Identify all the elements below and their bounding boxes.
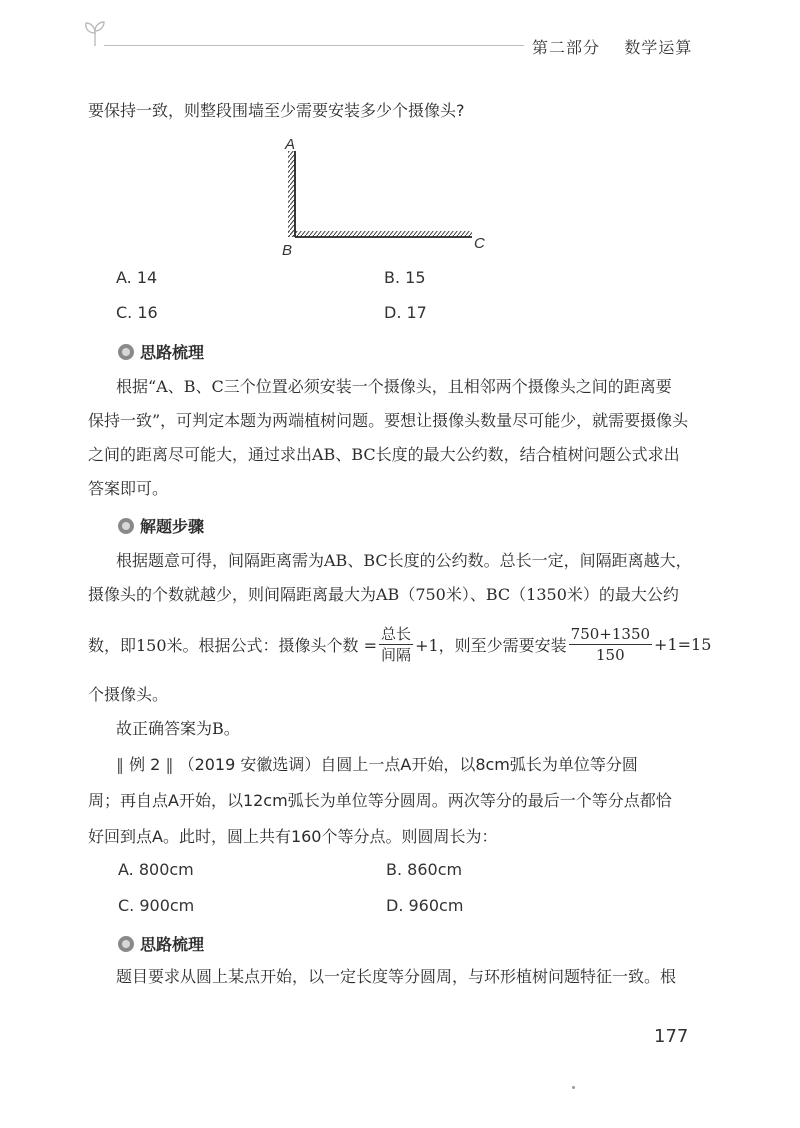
page-header bbox=[532, 35, 692, 58]
paragraph-line: 摄像头的个数就越少，则间隔距离最大为AB（750米）、BC（1350米）的最大公约 bbox=[88, 585, 679, 604]
option-a: A. 14 bbox=[116, 268, 158, 287]
wall-figure bbox=[270, 135, 500, 260]
paragraph-line: 保持一致”，可判定本题为两端植树问题。要想让摄像头数量尽可能少，就需要摄像头 bbox=[88, 411, 689, 430]
example-text-line: 好回到点A。此时，圆上共有160个等分点。则圆周长为： bbox=[88, 827, 498, 846]
leaf-icon bbox=[82, 20, 108, 48]
example-label: 例 2 bbox=[129, 755, 161, 774]
option-d: D. 17 bbox=[384, 303, 427, 322]
section-heading-thinking bbox=[118, 932, 204, 955]
fraction-length-over-gap bbox=[569, 624, 652, 665]
label-a: A bbox=[285, 136, 296, 153]
section-bullet-icon bbox=[118, 518, 134, 534]
fraction-numerator: 总长 bbox=[381, 625, 412, 643]
paragraph-line: 题目要求从圆上某点开始，以一定长度等分圆周，与环形植树问题特征一致。根 bbox=[116, 967, 677, 986]
section-title: 解题步骤 bbox=[140, 517, 205, 536]
section-heading-thinking bbox=[118, 340, 204, 363]
formula-mid: +1，则至少需要安装 bbox=[415, 636, 567, 655]
fraction-total-over-interval bbox=[379, 624, 413, 665]
fraction-denominator: 间隔 bbox=[381, 646, 412, 664]
option-c: C. 16 bbox=[116, 303, 158, 322]
option-c: C. 900cm bbox=[118, 896, 195, 915]
paragraph-line: 个摄像头。 bbox=[88, 685, 169, 704]
header-section: 第二部分 bbox=[532, 38, 601, 57]
formula-line bbox=[88, 624, 711, 665]
option-d: D. 960cm bbox=[386, 896, 464, 915]
section-title: 思路梳理 bbox=[140, 935, 205, 954]
label-c: C bbox=[474, 235, 485, 252]
section-heading-steps bbox=[118, 514, 204, 537]
paragraph-line: 答案即可。 bbox=[88, 479, 169, 498]
answer-line: 故正确答案为B。 bbox=[116, 719, 240, 738]
paragraph-line: 根据题意可得，间隔距离需为AB、BC长度的公约数。总长一定，间隔距离越大， bbox=[116, 551, 692, 570]
example-mark-close: ‖ bbox=[165, 755, 174, 774]
section-bullet-icon bbox=[118, 936, 134, 952]
fraction-denominator: 150 bbox=[596, 646, 625, 664]
option-a: A. 800cm bbox=[118, 860, 194, 879]
header-subject: 数学运算 bbox=[624, 38, 693, 57]
formula-prefix: 数，即150米。根据公式：摄像头个数 = bbox=[88, 636, 378, 655]
formula-suffix: +1=15 bbox=[654, 635, 712, 654]
paragraph-line: 之间的距离尽可能大，通过求出AB、BC长度的最大公约数，结合植树问题公式求出 bbox=[88, 445, 680, 464]
option-b: B. 860cm bbox=[386, 860, 463, 879]
option-b: B. 15 bbox=[384, 268, 426, 287]
example-mark-open: ‖ bbox=[116, 755, 124, 774]
question-text: 要保持一致，则整段围墙至少需要安装多少个摄像头? bbox=[88, 101, 465, 120]
example-text-line: 周；再自点A开始，以12cm弧长为单位等分圆周。两次等分的最后一个等分点都恰 bbox=[88, 791, 672, 810]
wall-ab-hatch bbox=[288, 151, 295, 237]
section-bullet-icon bbox=[118, 344, 134, 360]
scan-speck bbox=[572, 1086, 575, 1089]
page-number: 177 bbox=[654, 1026, 689, 1047]
paragraph-line: 根据“A、B、C三个位置必须安装一个摄像头，且相邻两个摄像头之间的距离要 bbox=[116, 377, 672, 396]
label-b: B bbox=[282, 242, 293, 259]
fraction-numerator: 750+1350 bbox=[570, 625, 651, 643]
header-divider bbox=[104, 45, 524, 46]
example-2-line bbox=[116, 754, 638, 776]
example-text: （2019 安徽选调）自圆上一点A开始，以8cm弧长为单位等分圆 bbox=[178, 755, 638, 774]
section-title: 思路梳理 bbox=[140, 343, 205, 362]
